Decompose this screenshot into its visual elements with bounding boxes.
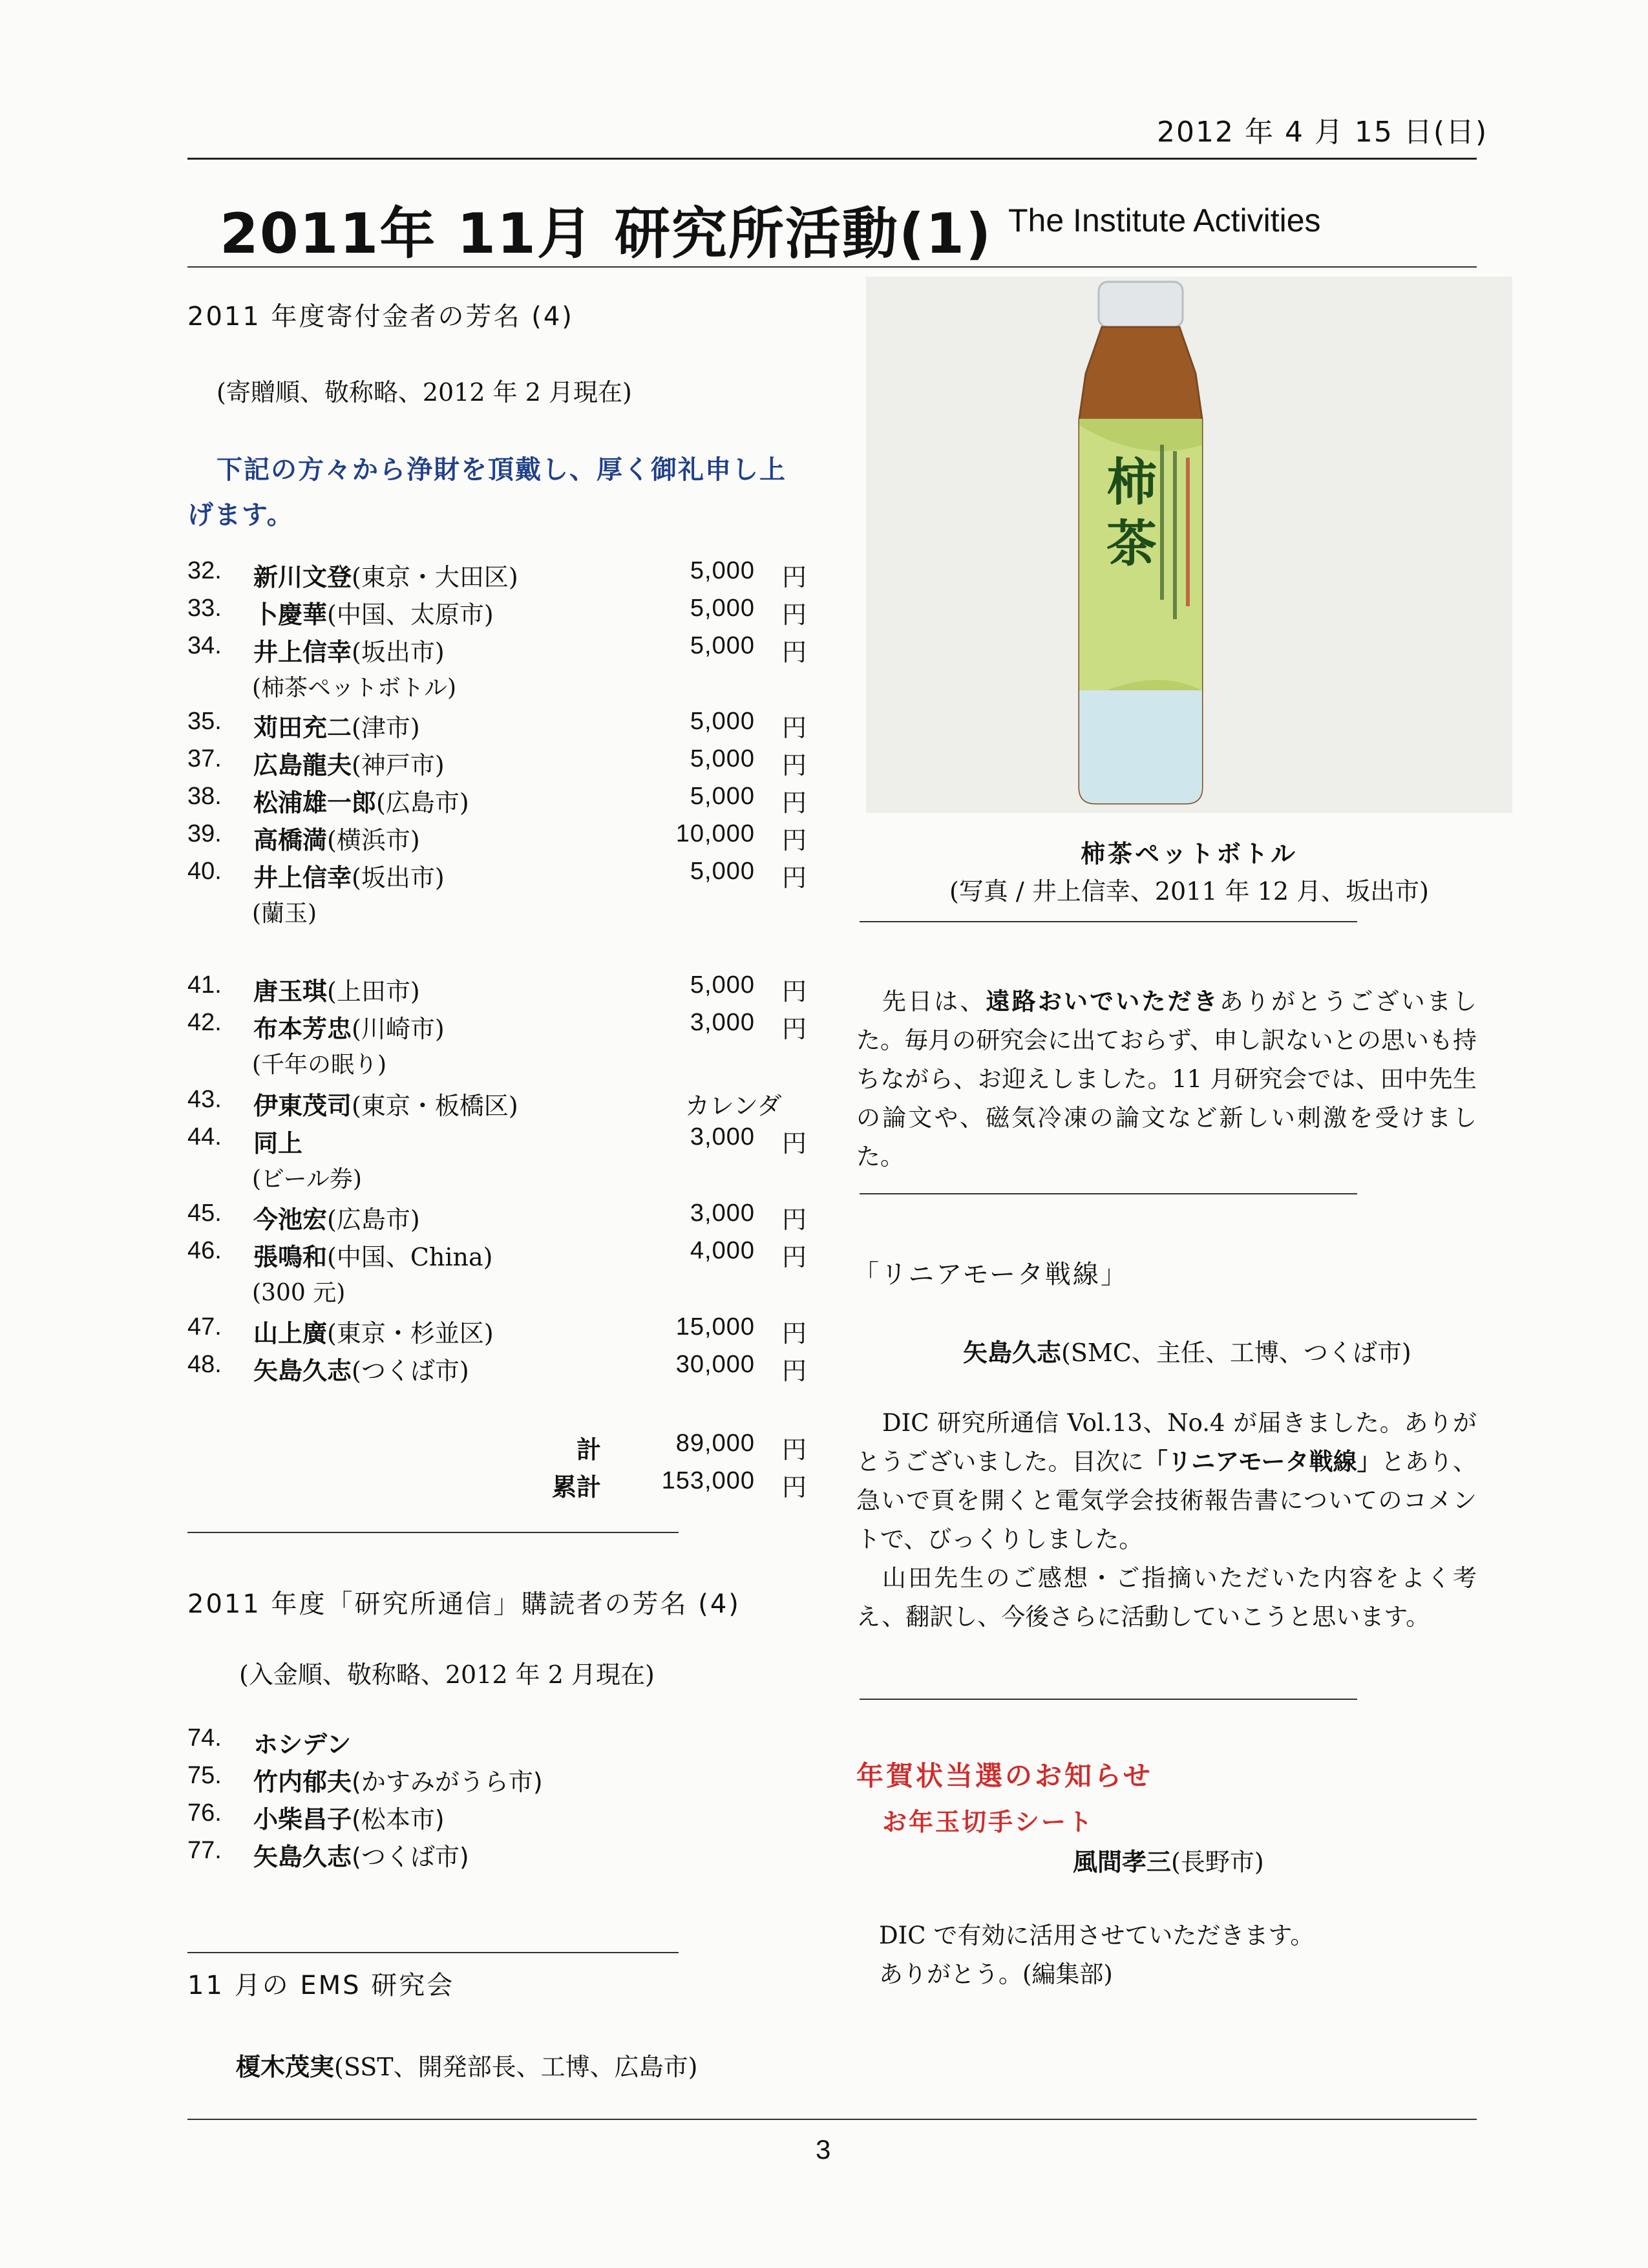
donor-name-text: 伊東茂司 xyxy=(253,1092,352,1120)
donor-number: 38. xyxy=(187,783,222,810)
bottle-label-kanji-2: 茶 xyxy=(1106,514,1157,573)
linear-p1-a: DIC 研究所通信 Vol.13、No.4 が届きました。ありがとうございました。目次に xyxy=(856,1409,1477,1476)
donor-name xyxy=(253,1351,469,1386)
donor-amount: 5,000 xyxy=(690,557,755,584)
subscriber-name xyxy=(253,1837,469,1872)
ems-attendee-name: 榎木茂実 xyxy=(236,2053,335,2081)
divider xyxy=(187,1952,679,1953)
photo-caption: 柿茶ペットボトル xyxy=(1080,840,1298,868)
letter-rest: ありがとうございました。毎月の研究会に出ておらず、申し訳ないとの思いも持ちながら、お迎えしました。11 月研究会では、田中先生の論文や、磁気冷凍の論文など新しい刺激を受けました。 xyxy=(856,988,1477,1171)
donor-gift-note: (ビール券) xyxy=(252,1166,362,1192)
linear-author-name: 矢島久志 xyxy=(963,1339,1062,1367)
donor-place: (上田市) xyxy=(327,977,420,1006)
donor-number: 44. xyxy=(187,1123,222,1150)
subscriber-place: (かすみがうら市) xyxy=(352,1768,543,1796)
donor-row xyxy=(187,1200,834,1237)
donor-number: 45. xyxy=(187,1200,222,1227)
subscriber-name-text: 竹内郁夫 xyxy=(253,1768,352,1796)
donor-number: 41. xyxy=(187,971,222,999)
letter-lead: 先日は、 xyxy=(882,988,986,1015)
donor-name xyxy=(253,595,494,630)
ems-attendee xyxy=(236,2047,697,2083)
cumulative-label: 累計 xyxy=(551,1473,601,1501)
donor-number: 33. xyxy=(187,595,222,622)
subscriber-number: 76. xyxy=(187,1799,222,1827)
subscriber-name-text: ホシデン xyxy=(253,1730,352,1759)
letter-bold: 遠路おいでいただき xyxy=(986,988,1220,1015)
newyear-winner xyxy=(1073,1842,1264,1878)
donor-number: 47. xyxy=(187,1313,222,1341)
cumulative-row xyxy=(187,1467,834,1505)
newyear-subheading: お年玉切手シート xyxy=(882,1808,1095,1836)
donor-row xyxy=(187,1237,834,1275)
donor-unit: 円 xyxy=(782,1015,807,1043)
donor-unit: 円 xyxy=(782,789,807,817)
donor-row xyxy=(187,858,834,895)
donor-unit: 円 xyxy=(782,563,807,591)
donor-unit: 円 xyxy=(782,1129,807,1158)
donor-amount: 5,000 xyxy=(690,595,755,622)
donor-gift-note: (300 元) xyxy=(252,1280,346,1306)
donor-name-text: 井上信幸 xyxy=(253,864,352,892)
donor-amount: 30,000 xyxy=(675,1351,755,1378)
linear-heading: 「リニアモータ戦線」 xyxy=(853,1260,1128,1289)
product-photo xyxy=(866,277,1512,813)
donor-amount: 5,000 xyxy=(690,971,755,999)
donor-name xyxy=(253,820,420,856)
donor-gift-note: (蘭玉) xyxy=(252,900,317,927)
donor-row xyxy=(187,783,834,820)
donor-name xyxy=(253,1009,445,1044)
donor-name xyxy=(253,632,445,668)
total-label: 計 xyxy=(576,1436,601,1464)
linear-paragraph-2: 山田先生のご感想・ご指摘いただいた内容をよく考え、翻訳し、今後さらに活動していこうと思います。 xyxy=(856,1564,1477,1631)
linear-author-detail: (SMC、主任、工博、つくば市) xyxy=(1061,1339,1411,1367)
thanks-message: 下記の方々から浄財を頂戴し、厚く御礼申し上げます。 xyxy=(187,455,787,530)
donor-name xyxy=(253,1200,420,1235)
donor-place: (広島市) xyxy=(376,789,469,817)
donor-row xyxy=(187,595,834,632)
donor-name xyxy=(253,1123,302,1159)
header-rule-top xyxy=(187,158,1477,160)
subscriber-name xyxy=(253,1799,445,1835)
donor-name xyxy=(253,1313,494,1349)
subscriber-number: 74. xyxy=(187,1724,222,1752)
donor-row xyxy=(187,745,834,783)
donor-number: 32. xyxy=(187,557,222,584)
ems-attendee-detail: (SST、開発部長、工博、広島市) xyxy=(334,2053,698,2081)
donor-place: (広島市) xyxy=(327,1205,420,1234)
donor-unit: 円 xyxy=(782,1205,807,1234)
donor-name-text: 井上信幸 xyxy=(253,638,352,666)
divider xyxy=(860,1699,1357,1700)
donor-unit: 円 xyxy=(782,638,807,666)
donor-name xyxy=(253,1237,493,1273)
donor-number: 48. xyxy=(187,1351,222,1378)
donor-unit: 円 xyxy=(782,1319,807,1348)
donor-name xyxy=(253,745,445,781)
donor-unit: 円 xyxy=(782,1357,807,1385)
newyear-winner-name: 風間孝三 xyxy=(1073,1848,1172,1876)
total-unit: 円 xyxy=(782,1436,807,1464)
subscribers-heading: 2011 年度「研究所通信」購読者の芳名 (4) xyxy=(187,1589,741,1619)
donor-number: 39. xyxy=(187,820,222,847)
donor-row xyxy=(187,1086,834,1123)
donor-name xyxy=(253,783,469,818)
donor-unit: 円 xyxy=(782,1243,807,1271)
subscribers-note: (入金順、敬称略、2012 年 2 月現在) xyxy=(239,1660,655,1689)
donor-row xyxy=(187,708,834,745)
donor-unit: 円 xyxy=(782,714,807,742)
donor-name xyxy=(253,1086,518,1121)
donor-name-text: 山上廣 xyxy=(253,1319,328,1348)
newyear-line-1: DIC で有効に活用させていただきます。 xyxy=(879,1922,1315,1949)
linear-p1-bold: 「リニアモータ戦線」 xyxy=(1143,1448,1381,1476)
donor-place: (東京・杉並区) xyxy=(327,1319,494,1348)
subscriber-place: (つくば市) xyxy=(352,1843,469,1871)
donor-place: (横浜市) xyxy=(327,826,420,854)
donor-name-text: 苅田充二 xyxy=(253,714,352,742)
page-title: 2011年 11月 研究所活動(1) xyxy=(220,202,993,266)
donor-row xyxy=(187,1123,834,1161)
donor-place: (中国、China) xyxy=(327,1243,493,1271)
donor-place: (東京・板橋区) xyxy=(352,1092,518,1120)
donor-name-text: 張鳴和 xyxy=(253,1243,328,1271)
donor-unit: 円 xyxy=(782,826,807,854)
donor-number: 43. xyxy=(187,1086,222,1113)
donor-name-text: 広島龍夫 xyxy=(253,751,352,779)
divider xyxy=(860,921,1357,922)
donors-note: (寄贈順、敬称略、2012 年 2 月現在) xyxy=(217,378,632,407)
donor-amount: 15,000 xyxy=(675,1313,755,1341)
donor-place: (坂出市) xyxy=(352,638,445,666)
donor-place: (川崎市) xyxy=(352,1015,445,1043)
donor-amount: 3,000 xyxy=(690,1200,755,1227)
subscriber-name xyxy=(253,1724,351,1760)
donor-name-text: 松浦雄一郎 xyxy=(253,789,377,817)
donor-amount: 4,000 xyxy=(690,1237,755,1264)
donor-unit: 円 xyxy=(782,600,807,629)
divider xyxy=(860,1193,1357,1194)
donor-name-text: 矢島久志 xyxy=(253,1357,352,1385)
donor-unit: 円 xyxy=(782,751,807,779)
cumulative-unit: 円 xyxy=(782,1473,807,1501)
subscriber-number: 75. xyxy=(187,1762,222,1789)
donor-name xyxy=(253,971,420,1007)
donor-amount: 3,000 xyxy=(690,1123,755,1150)
donor-name-text: 卜慶華 xyxy=(253,600,328,629)
page-title-english: The Institute Activities xyxy=(1008,202,1321,238)
newyear-line-2: ありがとう。(編集部) xyxy=(879,1960,1113,1988)
subscriber-name-text: 小柴昌子 xyxy=(253,1805,352,1834)
subscriber-number: 77. xyxy=(187,1837,222,1864)
issue-date: 2012 年 4 月 15 日(日) xyxy=(1157,116,1488,149)
donor-amount: 5,000 xyxy=(690,632,755,659)
donors-heading: 2011 年度寄付金者の芳名 (4) xyxy=(187,302,574,332)
total-row xyxy=(187,1430,834,1467)
donor-gift: カレンダ xyxy=(685,1092,782,1120)
cumulative-amount: 153,000 xyxy=(661,1467,755,1494)
donor-amount: 5,000 xyxy=(690,708,755,735)
newyear-winner-place: (長野市) xyxy=(1171,1848,1264,1876)
donor-number: 34. xyxy=(187,632,222,659)
bottle-label-kanji-1: 柿 xyxy=(1106,453,1157,512)
donor-row xyxy=(187,971,834,1009)
donor-amount: 5,000 xyxy=(690,858,755,885)
donor-row xyxy=(187,1351,834,1388)
header-rule-bottom xyxy=(187,266,1477,268)
donor-number: 46. xyxy=(187,1237,222,1264)
donor-unit: 円 xyxy=(782,977,807,1006)
donor-place: (東京・大田区) xyxy=(352,563,518,591)
donor-gift-note: (柿茶ペットボトル) xyxy=(252,675,457,701)
donor-place: (津市) xyxy=(352,714,420,742)
donor-name xyxy=(253,858,445,893)
donor-place: (坂出市) xyxy=(352,864,445,892)
donor-row xyxy=(187,632,834,670)
donor-number: 42. xyxy=(187,1009,222,1036)
tea-bottle-image xyxy=(866,277,1512,813)
donor-number: 40. xyxy=(187,858,222,885)
linear-paragraph-1 xyxy=(856,1404,1477,1559)
donor-amount: 3,000 xyxy=(690,1009,755,1036)
donor-place: (つくば市) xyxy=(352,1357,469,1385)
donor-name-text: 新川文登 xyxy=(253,563,352,591)
newyear-heading: 年賀状当選のお知らせ xyxy=(856,1760,1153,1792)
donor-name xyxy=(253,557,518,593)
donor-amount: 5,000 xyxy=(690,783,755,810)
donor-row xyxy=(187,557,834,595)
donor-amount: 5,000 xyxy=(690,745,755,772)
donor-gift-note: (千年の眠り) xyxy=(252,1052,387,1078)
total-amount: 89,000 xyxy=(675,1430,755,1457)
donor-place: (神戸市) xyxy=(352,751,445,779)
donor-row xyxy=(187,1313,834,1351)
subscriber-name xyxy=(253,1762,543,1797)
donor-name-text: 同上 xyxy=(253,1129,303,1158)
donor-unit: 円 xyxy=(782,864,807,892)
photo-credit: (写真 / 井上信幸、2011 年 12 月、坂出市) xyxy=(949,877,1429,906)
donor-name-text: 唐玉琪 xyxy=(253,977,328,1006)
donor-name-text: 高橋満 xyxy=(253,826,328,854)
donor-amount: 10,000 xyxy=(675,820,755,847)
donor-number: 35. xyxy=(187,708,222,735)
donor-name-text: 今池宏 xyxy=(253,1205,328,1234)
linear-author xyxy=(963,1333,1411,1368)
donor-number: 37. xyxy=(187,745,222,772)
donor-name-text: 布本芳忠 xyxy=(253,1015,352,1043)
donor-place: (中国、太原市) xyxy=(327,600,494,629)
subscriber-name-text: 矢島久志 xyxy=(253,1843,352,1871)
donor-name xyxy=(253,708,420,743)
letter-paragraph xyxy=(856,982,1477,1176)
divider xyxy=(187,1532,679,1533)
footer-rule xyxy=(187,2119,1477,2120)
linear-p1-b: とあり、急いで頁を開くと電気学会技術報告書についてのコメントで、びっくりしました。 xyxy=(856,1448,1477,1553)
page-number: 3 xyxy=(816,2134,831,2165)
donor-row xyxy=(187,820,834,858)
ems-heading: 11 月の EMS 研究会 xyxy=(187,1971,455,2000)
subscriber-place: (松本市) xyxy=(352,1805,445,1834)
donor-row xyxy=(187,1009,834,1046)
